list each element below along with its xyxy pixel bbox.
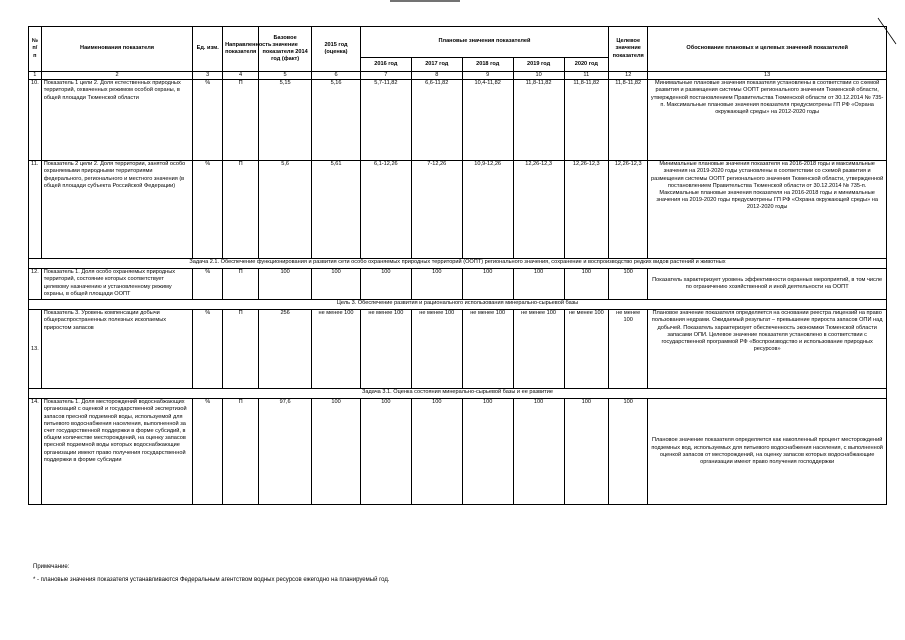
row-name: Показатель 1. Доля особо охраняемых природных территорий, состояние которых соответствует целевому назначению и установленному режиму охраны, в общей площади ООПТ: [41, 269, 193, 300]
row-target: 100: [609, 399, 648, 505]
row-year-value: не менее 100: [513, 310, 564, 389]
header-target: Целевое значение показателя: [609, 27, 648, 72]
row-year-value: 11,8-11,82: [513, 80, 564, 161]
row-unit: %: [193, 80, 223, 161]
row-direction: П: [223, 80, 259, 161]
row-unit: %: [193, 269, 223, 300]
row-year-value: 5,7-11,82: [360, 80, 411, 161]
header-direction: Направленность показателя: [223, 27, 259, 72]
row-year-value: 10,9-12,26: [462, 161, 513, 259]
column-number: 13: [648, 72, 887, 80]
row-base: 97,6: [259, 399, 312, 505]
header-year: 2018 год: [462, 58, 513, 72]
row-base: 5,6: [259, 161, 312, 259]
row-base: 256: [259, 310, 312, 389]
row-justification: Показатель характеризует уровень эффективности охранных мероприятий, в том числе по ограничению хозяйственной и иной деятельности на ООПТ: [648, 269, 887, 300]
header-year: 2016 год: [360, 58, 411, 72]
column-number: 10: [513, 72, 564, 80]
row-num: 13.: [29, 310, 42, 389]
row-year-value: 100: [564, 269, 609, 300]
section-row: [29, 259, 887, 269]
row-direction: П: [223, 399, 259, 505]
header-base: Базовое значение показателя 2014 год (факт): [259, 27, 312, 72]
row-year-value: 6,1-12,26: [360, 161, 411, 259]
row-unit: %: [193, 161, 223, 259]
header-planned: Плановые значения показателей: [360, 27, 608, 58]
row-year-value: 10,4-11,82: [462, 80, 513, 161]
column-number: 8: [411, 72, 462, 80]
row-base: 100: [259, 269, 312, 300]
column-numbers-row: [29, 72, 887, 80]
header-unit: Ед. изм.: [193, 27, 223, 72]
column-number: 3: [193, 72, 223, 80]
row-unit: %: [193, 310, 223, 389]
column-number: 4: [223, 72, 259, 80]
column-number: 7: [360, 72, 411, 80]
row-year-value: 11,8-11,82: [564, 80, 609, 161]
header-justification: Обоснование плановых и целевых значений показателей: [648, 27, 887, 72]
row-2015: не менее 100: [312, 310, 361, 389]
row-num: 14.: [29, 399, 42, 505]
row-justification: Плановое значение показателя определяется на основании реестра лицензий на право пользования недрами. Ожидаемый результат – превышение прироста запасов ОПИ над добычей. Показатель характеризует обеспеченность экономики Тюменской области запасами ОПИ. Целевое значение показателя установлено в соответствии с государственной программой РФ «Воспроизводство и использование природных ресурсов»: [648, 310, 887, 389]
scan-artifact-line: [390, 0, 460, 2]
row-year-value: 100: [513, 269, 564, 300]
row-year-value: 7-12,26: [411, 161, 462, 259]
row-year-value: 6,6-11,82: [411, 80, 462, 161]
header-2015: 2015 год (оценка): [312, 27, 361, 72]
row-unit: %: [193, 399, 223, 505]
row-num: 11.: [29, 161, 42, 259]
column-number: 2: [41, 72, 193, 80]
row-direction: П: [223, 310, 259, 389]
row-2015: 100: [312, 269, 361, 300]
row-target: не менее 100: [609, 310, 648, 389]
row-year-value: 100: [411, 399, 462, 505]
table-row: [29, 161, 887, 259]
header-name: Наименования показателя: [41, 27, 193, 72]
row-year-value: не менее 100: [564, 310, 609, 389]
section-row: [29, 300, 887, 310]
row-year-value: не менее 100: [411, 310, 462, 389]
row-name: Показатель 1. Доля месторождений водоснабжающих организаций с оценкой и государственной экспертизой запасов пресной подземной воды, используемой для питьевого водоснабжения населения, выполненной за счет государственной поддержки в форме субсидий, в общем количестве месторождений, на оценку запасов пресной подземной воды которых водоснабжающие организации имеют право получения государственной поддержки в форме субсидии: [41, 399, 193, 505]
row-num: 12.: [29, 269, 42, 300]
row-year-value: 100: [462, 399, 513, 505]
row-base: 5,15: [259, 80, 312, 161]
row-year-value: 12,26-12,3: [513, 161, 564, 259]
row-target: 12,26-12,3: [609, 161, 648, 259]
column-number: 1: [29, 72, 42, 80]
row-2015: 5,61: [312, 161, 361, 259]
table-row: [29, 269, 887, 300]
row-justification: Плановое значение показателя определяется как накопленный процент месторождений подземных вод, используемых для питьевого водоснабжения населения, с выполненной оценкой запасов от месторождений, на оценку запасов которых водоснабжающие организации имеют право получения господдержки: [648, 399, 887, 505]
header-year: 2020 год: [564, 58, 609, 72]
header-year: 2019 год: [513, 58, 564, 72]
footnote: * - плановые значения показателя устанавливаются Федеральным агентством водных ресурсов ежегодно на планируемый год.: [33, 577, 390, 583]
row-year-value: 100: [462, 269, 513, 300]
row-year-value: 100: [513, 399, 564, 505]
row-year-value: 100: [360, 269, 411, 300]
indicators-table: [28, 26, 887, 505]
table-row: [29, 399, 887, 505]
task-2-1-heading: Задача 2.1. Обеспечение функционирования и развития сети особо охраняемых природных территорий (ООПТ) регионального значения, сохранение и воспроизводство редких видов растений и животных: [29, 259, 887, 269]
row-year-value: не менее 100: [360, 310, 411, 389]
table-row: [29, 80, 887, 161]
row-year-value: 100: [411, 269, 462, 300]
row-direction: П: [223, 161, 259, 259]
task-3-1-heading: Задача 3.1. Оценка состояния минерально-сырьевой базы и ее развитие: [29, 389, 887, 399]
row-justification: Минимальные плановые значения показателя на 2016-2018 годы и максимальные значения на 2019-2020 годы установлены в соответствии со схемой развития и размещения системы ООПТ регионального значения Тюменской области, утвержденной постановлением Правительства Тюменской области от 30.12.2014 № 735-п. Максимальные плановые значения показателя на 2016-2018 годы и минимальные значения на 2019-2020 годы предусмотрены ГП РФ «Охрана окружающей среды» на 2012-2020 годы: [648, 161, 887, 259]
row-year-value: 100: [564, 399, 609, 505]
row-direction: П: [223, 269, 259, 300]
header-year: 2017 год: [411, 58, 462, 72]
column-number: 11: [564, 72, 609, 80]
row-justification: Минимальные плановые значения показателя установлены в соответствии со схемой развития и размещения системы ООПТ регионального значения Тюменской области, утвержденной постановлением Правительства Тюменской области от 30.12.2014 № 735-п. Максимальные плановые значения показателя предусмотрены ГП РФ «Охрана окружающей среды» на 2012-2020 годы: [648, 80, 887, 161]
row-year-value: не менее 100: [462, 310, 513, 389]
row-name: Показатель 1 цели 2. Доля естественных природных территорий, охваченных режимом особой охраны, в общей площади Тюменской области: [41, 80, 193, 161]
note-label: Примечание:: [33, 564, 70, 570]
column-number: 6: [312, 72, 361, 80]
goal-3-heading: Цель 3. Обеспечение развития и рационального использования минерально-сырьевой базы: [29, 300, 887, 310]
row-2015: 5,16: [312, 80, 361, 161]
column-number: 9: [462, 72, 513, 80]
column-number: 5: [259, 72, 312, 80]
row-num: 10.: [29, 80, 42, 161]
row-name: Показатель 2 цели 2. Доля территории, занятой особо охраняемыми природными территориями федерального, регионального и местного значения (в общей площади субъекта Российской Федерации): [41, 161, 193, 259]
section-row: [29, 389, 887, 399]
row-name: Показатель 3. Уровень компенсации добычи общераспространенных полезных ископаемых приростом запасов: [41, 310, 193, 389]
row-target: 100: [609, 269, 648, 300]
row-2015: 100: [312, 399, 361, 505]
row-year-value: 12,26-12,3: [564, 161, 609, 259]
table-row: [29, 310, 887, 389]
row-target: 11,8-11,82: [609, 80, 648, 161]
header-num: № п/п: [29, 27, 42, 72]
column-number: 12: [609, 72, 648, 80]
row-year-value: 100: [360, 399, 411, 505]
